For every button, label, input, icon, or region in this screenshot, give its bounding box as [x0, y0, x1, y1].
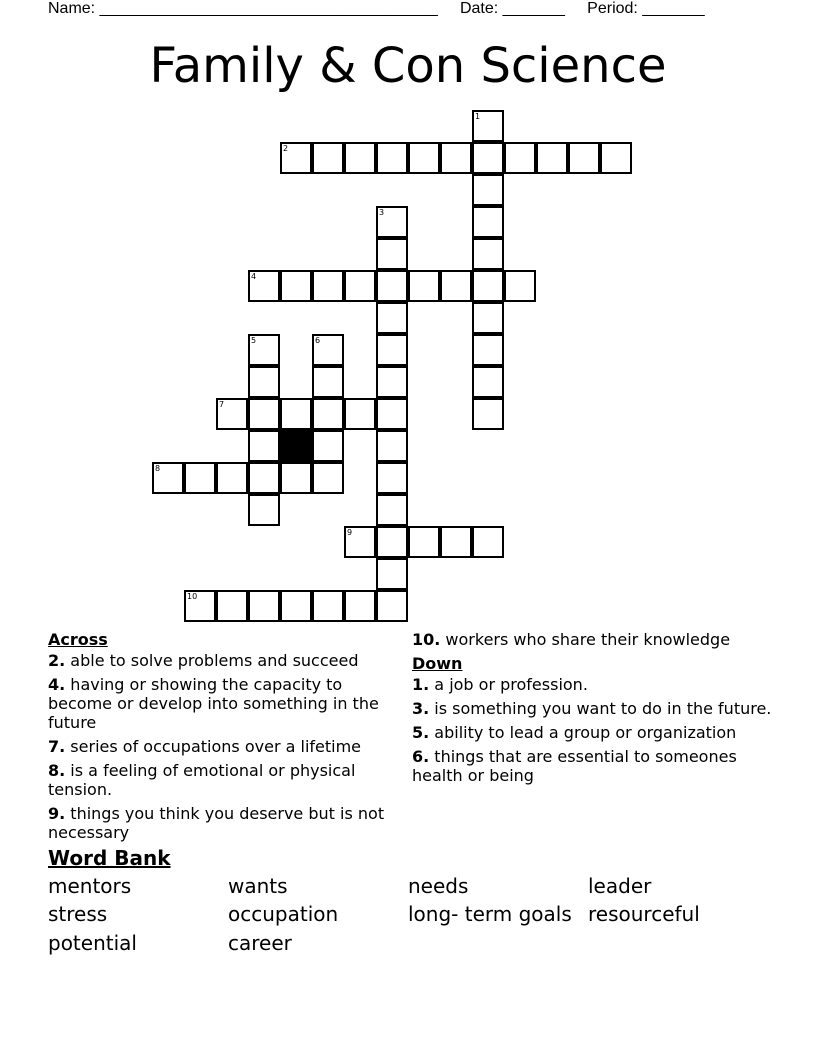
clue-number-3: 3 [379, 208, 385, 217]
word-bank-item: career [228, 931, 292, 955]
clue-number-9: 9 [347, 528, 353, 537]
grid-cell[interactable] [408, 270, 440, 302]
grid-cell[interactable] [376, 398, 408, 430]
grid-cell[interactable] [408, 526, 440, 558]
grid-cell[interactable] [376, 270, 408, 302]
grid-cell[interactable] [248, 366, 280, 398]
down-clue-3: 3. is something you want to do in the future. [412, 699, 772, 718]
clue-number-4: 4 [251, 272, 257, 281]
grid-cell[interactable] [280, 398, 312, 430]
across-clue-9: 9. things you think you deserve but is not necessary [48, 804, 385, 842]
grid-cell[interactable] [472, 302, 504, 334]
across-clue-7: 7. series of occupations over a lifetime [48, 737, 362, 756]
period-field-label[interactable]: Period: _______ [587, 0, 705, 17]
grid-cell[interactable] [248, 430, 280, 462]
word-bank-item: potential [48, 931, 137, 955]
grid-cell[interactable] [472, 334, 504, 366]
grid-cell[interactable] [312, 590, 344, 622]
down-clue-6: 6. things that are essential to someones health or being [412, 747, 737, 785]
grid-cell[interactable] [376, 494, 408, 526]
grid-cell[interactable] [216, 590, 248, 622]
page-title: Family & Con Science [149, 38, 667, 94]
grid-cell[interactable] [248, 398, 280, 430]
grid-cell[interactable] [248, 462, 280, 494]
grid-cell[interactable] [184, 462, 216, 494]
grid-cell[interactable] [312, 462, 344, 494]
grid-cell[interactable] [376, 302, 408, 334]
word-bank-heading: Word Bank [48, 846, 171, 870]
grid-cell[interactable] [248, 494, 280, 526]
grid-cell[interactable] [376, 366, 408, 398]
across-heading: Across [48, 630, 108, 649]
grid-cell[interactable] [472, 238, 504, 270]
grid-cell[interactable] [280, 270, 312, 302]
grid-cell[interactable] [376, 238, 408, 270]
grid-cell[interactable] [472, 526, 504, 558]
across-clue-10: 10. workers who share their knowledge [412, 630, 731, 649]
grid-cell[interactable] [376, 462, 408, 494]
clue-number-8: 8 [155, 464, 161, 473]
grid-cell[interactable] [344, 142, 376, 174]
clues-right-column [412, 630, 772, 790]
across-clue-8: 8. is a feeling of emotional or physical tension. [48, 761, 356, 799]
clues-left-column [48, 630, 398, 847]
grid-cell[interactable] [376, 590, 408, 622]
grid-cell[interactable] [504, 142, 536, 174]
word-bank-item: stress [48, 902, 108, 926]
grid-cell[interactable] [472, 398, 504, 430]
grid-cell[interactable] [376, 334, 408, 366]
grid-cell[interactable] [472, 270, 504, 302]
grid-cell[interactable] [568, 142, 600, 174]
grid-cell[interactable] [312, 142, 344, 174]
down-clue-5: 5. ability to lead a group or organization [412, 723, 737, 742]
grid-cell[interactable] [472, 174, 504, 206]
word-bank-item: mentors [48, 874, 132, 898]
grid-cell[interactable] [312, 430, 344, 462]
grid-cell[interactable] [376, 430, 408, 462]
grid-cell[interactable] [280, 462, 312, 494]
clue-number-5: 5 [251, 336, 257, 345]
grid-cell[interactable] [344, 398, 376, 430]
grid-cell[interactable] [248, 590, 280, 622]
grid-cell[interactable] [376, 526, 408, 558]
grid-cell[interactable] [408, 142, 440, 174]
word-bank-item: leader [588, 874, 652, 898]
grid-cell[interactable] [472, 366, 504, 398]
clue-number-1: 1 [475, 112, 481, 121]
grid-cell[interactable] [312, 366, 344, 398]
grid-cell[interactable] [536, 142, 568, 174]
clue-number-2: 2 [283, 144, 289, 153]
grid-cell[interactable] [472, 142, 504, 174]
grid-cell[interactable] [440, 270, 472, 302]
grid-cell[interactable] [216, 462, 248, 494]
across-clue-2: 2. able to solve problems and succeed [48, 651, 359, 670]
clue-number-7: 7 [219, 400, 225, 409]
grid-cell[interactable] [344, 590, 376, 622]
name-field-label[interactable]: Name: ______________________________________ [48, 0, 438, 17]
word-bank-item: long- term goals [408, 902, 572, 926]
clue-number-6: 6 [315, 336, 321, 345]
grid-cell[interactable] [376, 558, 408, 590]
word-bank-item: wants [228, 874, 288, 898]
across-clue-4: 4. having or showing the capacity to become or develop into something in the future [48, 675, 379, 732]
grid-cell[interactable] [376, 142, 408, 174]
down-heading: Down [412, 654, 463, 673]
grid-cell[interactable] [312, 398, 344, 430]
clue-number-10: 10 [187, 592, 198, 601]
word-bank-item: occupation [228, 902, 339, 926]
grid-cell[interactable] [312, 270, 344, 302]
grid-cell[interactable] [344, 270, 376, 302]
grid-cell[interactable] [440, 142, 472, 174]
word-bank-item: resourceful [588, 902, 700, 926]
date-field-label[interactable]: Date: _______ [459, 0, 565, 17]
grid-cell[interactable] [472, 206, 504, 238]
word-bank-item: needs [408, 874, 469, 898]
grid-block-cell [280, 430, 312, 462]
down-clue-1: 1. a job or profession. [412, 675, 588, 694]
grid-cell[interactable] [600, 142, 632, 174]
grid-cell[interactable] [280, 590, 312, 622]
grid-cell[interactable] [440, 526, 472, 558]
grid-cell[interactable] [504, 270, 536, 302]
